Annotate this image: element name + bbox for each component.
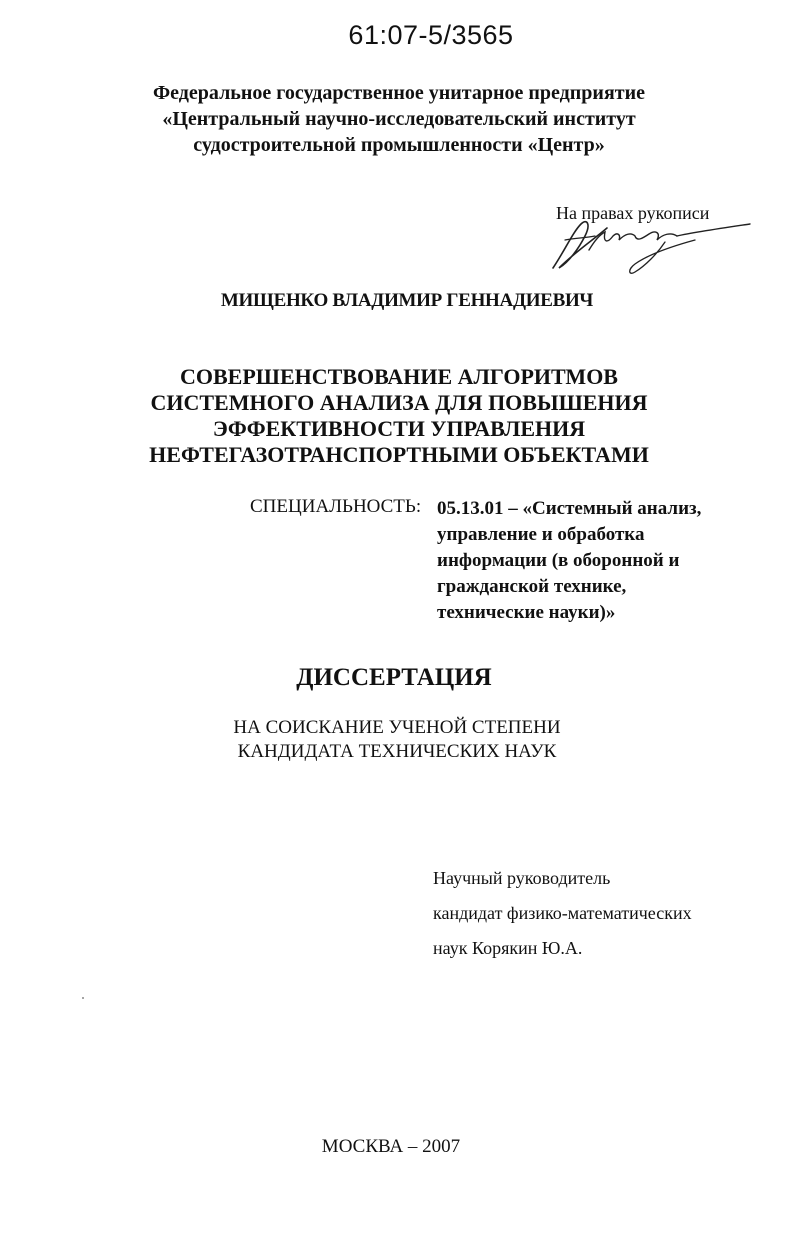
thesis-title-line: НЕФТЕГАЗОТРАНСПОРТНЫМИ ОБЪЕКТАМИ <box>149 442 649 467</box>
rights-note: На правах рукописи <box>556 203 710 223</box>
specialty-line: технические науки)» <box>437 602 616 623</box>
degree-line: НА СОИСКАНИЕ УЧЕНОЙ СТЕПЕНИ <box>233 717 561 738</box>
organization-name <box>0 80 798 158</box>
thesis-title-line: ЭФФЕКТИВНОСТИ УПРАВЛЕНИЯ <box>212 416 586 441</box>
specialty-line: гражданской технике, <box>437 576 627 597</box>
scientific-advisor <box>433 861 692 966</box>
specialty-label: СПЕЦИАЛЬНОСТЬ: <box>250 496 422 517</box>
degree-line: КАНДИДАТА ТЕХНИЧЕСКИХ НАУК <box>237 741 557 762</box>
catalog-code: 61:07-5/3565 <box>348 20 514 50</box>
advisor-line: кандидат физико-математических <box>433 903 692 923</box>
specialty-line: информации (в оборонной и <box>437 550 680 571</box>
specialty-value <box>437 496 701 626</box>
specialty-line: 05.13.01 – «Системный анализ, <box>437 498 702 519</box>
organization-line: Федеральное государственное унитарное предприятие <box>153 82 645 104</box>
thesis-title-line: СОВЕРШЕНСТВОВАНИЕ АЛГОРИТМОВ <box>180 364 618 389</box>
advisor-line: наук Корякин Ю.А. <box>433 938 583 958</box>
degree-statement <box>0 716 796 764</box>
thesis-title-line: СИСТЕМНОГО АНАЛИЗА ДЛЯ ПОВЫШЕНИЯ <box>150 390 648 415</box>
organization-line: судостроительной промышленности «Центр» <box>193 134 605 156</box>
author-name: МИЩЕНКО ВЛАДИМИР ГЕННАДИЕВИЧ <box>220 290 594 311</box>
thesis-title <box>0 364 798 468</box>
handwritten-signature <box>545 210 755 280</box>
advisor-line: Научный руководитель <box>433 868 611 888</box>
city-and-year: МОСКВА – 2007 <box>321 1136 461 1157</box>
specialty-line: управление и обработка <box>437 524 645 545</box>
document-type: ДИССЕРТАЦИЯ <box>296 664 492 691</box>
organization-line: «Центральный научно-исследовательский институт <box>162 108 636 130</box>
scan-speck <box>82 997 84 999</box>
